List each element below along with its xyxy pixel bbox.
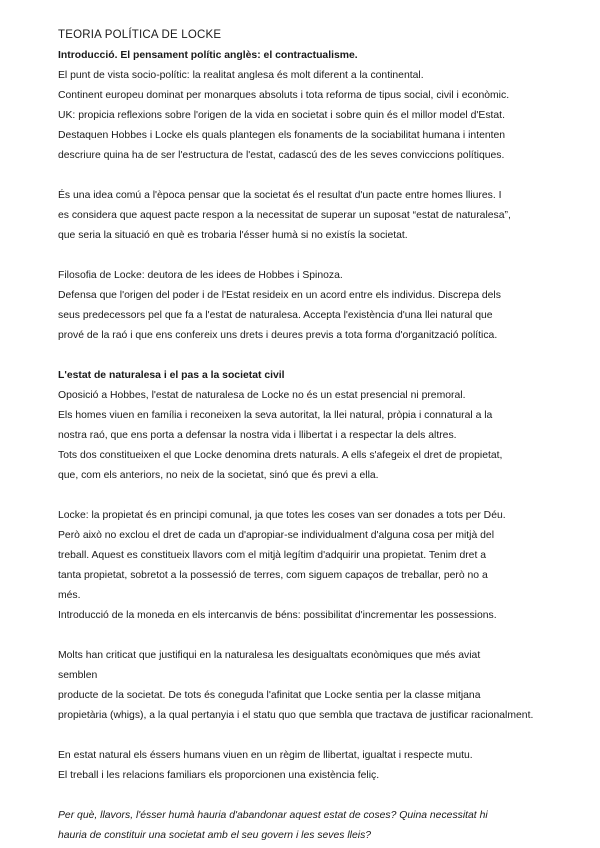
text-line: Continent europeu dominat per monarques absoluts i tota reforma de tipus social, civil i econòmic. — [58, 90, 510, 101]
text-line: producte de la societat. De tots és coneguda l'afinitat que Locke sentia per la classe mitjana — [58, 690, 481, 701]
closing-question — [58, 806, 558, 846]
paragraph — [58, 66, 558, 166]
text-line: que seria la situació en què es trobaria l'ésser humà si no existís la societat. — [58, 230, 408, 241]
paragraph — [58, 186, 558, 246]
text-line: Per què, llavors, l'ésser humà hauria d'abandonar aquest estat de coses? Quina necessitat hi — [58, 810, 488, 821]
text-line: El punt de vista socio-polític: la realitat anglesa és molt diferent a la continental. — [58, 70, 424, 81]
text-line: seus predecessors pel que fa a l'estat de naturalesa. Accepta l'existència d'una llei natural que — [58, 310, 493, 321]
paragraph — [58, 746, 558, 786]
document-title: TEORIA POLÍTICA DE LOCKE — [58, 29, 222, 41]
text-line: nostra raó, que ens porta a defensar la nostra vida i llibertat i a respectar la dels altres. — [58, 430, 457, 441]
text-line: Però això no exclou el dret de cada un d'apropiar-se individualment d'alguna cosa per mitjà del — [58, 530, 495, 541]
text-line: Els homes viuen en família i reconeixen la seva autoritat, la llei natural, pròpia i connatural a la — [58, 410, 493, 421]
text-line: Molts han criticat que justifiqui en la naturalesa les desigualtats econòmiques que més aviat — [58, 650, 481, 661]
paragraph — [58, 266, 558, 346]
text-line: Destaquen Hobbes i Locke els quals plantegen els fonaments de la sociabilitat humana i intenten — [58, 130, 506, 141]
text-line: es considera que aquest pacte respon a la necessitat de superar un suposat “estat de naturalesa”, — [58, 210, 511, 221]
text-line: El treball i les relacions familiars els proporcionen una existència feliç. — [58, 770, 380, 781]
text-line: Oposició a Hobbes, l'estat de naturalesa de Locke no és un estat presencial ni premoral. — [58, 390, 466, 401]
section-heading-intro: Introducció. El pensament polític anglès: el contractualisme. — [58, 50, 358, 61]
paragraph — [58, 646, 558, 726]
document-page — [58, 28, 558, 846]
text-line: descriure quina ha de ser l'estructura de l'estat, cadascú des de les seves conviccions polítiques. — [58, 150, 505, 161]
text-line: En estat natural els éssers humans viuen en un règim de llibertat, igualtat i respecte mutu. — [58, 750, 473, 761]
text-line: Locke: la propietat és en principi comunal, ja que totes les coses van ser donades a tots per Déu. — [58, 510, 506, 521]
text-line: Defensa que l'origen del poder i de l'Estat resideix en un acord entre els individus. Discrepa dels — [58, 290, 501, 301]
text-line: prové de la raó i que ens confereix uns drets i deures previs a tota forma d'organització política. — [58, 330, 498, 341]
section-heading-state-of-nature: L'estat de naturalesa i el pas a la societat civil — [58, 370, 285, 381]
paragraph — [58, 386, 558, 486]
text-line: més. — [58, 590, 81, 601]
text-line: És una idea comú a l'època pensar que la societat és el resultat d'un pacte entre homes lliures. I — [58, 190, 502, 201]
text-line: semblen — [58, 670, 98, 681]
text-line: Tots dos constitueixen el que Locke denomina drets naturals. A ells s'afegeix el dret de propietat, — [58, 450, 503, 461]
text-line: propietària (whigs), a la qual pertanyia i el statu quo que sembla que tractava de justificar racionalment. — [58, 710, 534, 721]
text-line: hauria de constituir una societat amb el seu govern i les seves lleis? — [58, 830, 372, 841]
text-line: tanta propietat, sobretot a la possessió de terres, com siguem capaços de treballar, però no a — [58, 570, 488, 581]
text-line: treball. Aquest es constitueix llavors com el mitjà legítim d'adquirir una propietat. Tenim dret a — [58, 550, 487, 561]
paragraph — [58, 506, 558, 626]
text-line: UK: propicia reflexions sobre l'origen de la vida en societat i sobre quin és el millor model d'Estat. — [58, 110, 505, 121]
text-line: Filosofia de Locke: deutora de les idees de Hobbes i Spinoza. — [58, 270, 343, 281]
text-line: que, com els anteriors, no neix de la societat, sinó que és previ a ella. — [58, 470, 379, 481]
text-line: Introducció de la moneda en els intercanvis de béns: possibilitat d'incrementar les possessions. — [58, 610, 497, 621]
